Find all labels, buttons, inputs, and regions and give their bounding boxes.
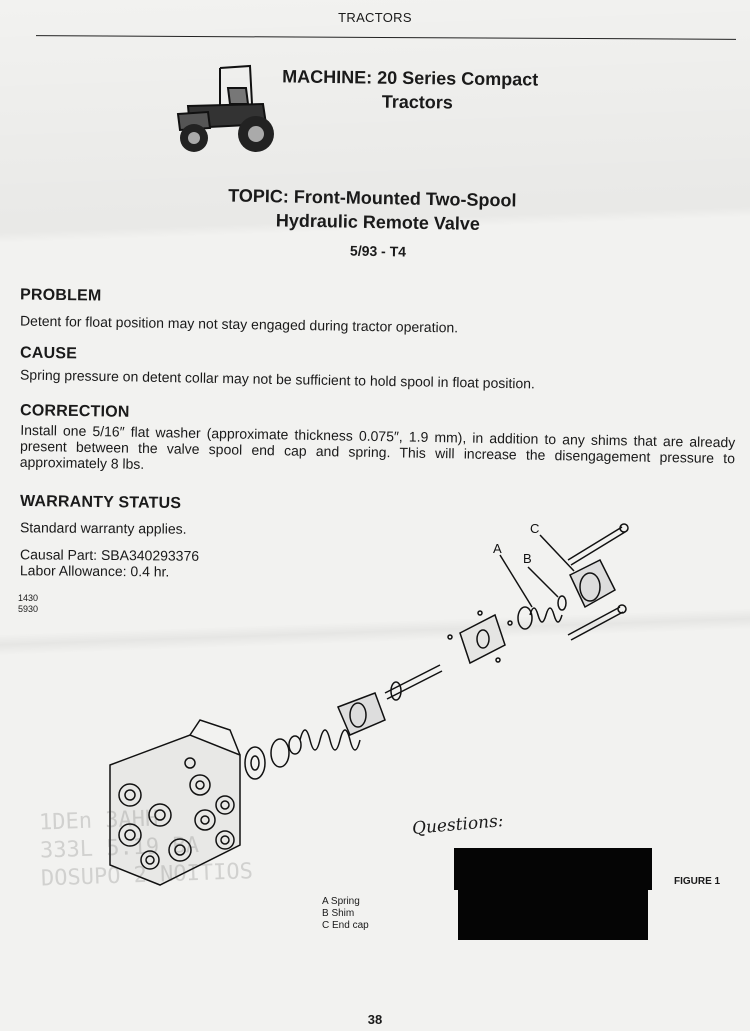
legend-item-c: C End cap — [322, 920, 369, 931]
machine-line2: Tractors — [381, 91, 454, 113]
bleed-through-text: 1DEn 3AHH 333L 5.19 BA DOSUPO 2 NOITIOS — [38, 806, 254, 892]
machine-title — [282, 64, 539, 115]
topic-line1: TOPIC: Front-Mounted Two-Spool — [228, 185, 517, 211]
labor-allowance: Labor Allowance: 0.4 hr. — [19, 562, 170, 580]
callout-b: B — [523, 551, 532, 566]
legend-item-a: A Spring — [322, 896, 360, 907]
causal-part: Causal Part: SBA340293376 — [20, 546, 200, 564]
bulletin-code: 5/93 - T4 — [349, 242, 407, 260]
callout-c: C — [530, 521, 540, 536]
header-rule — [36, 35, 736, 40]
topic-title — [228, 183, 517, 236]
diagram-legend — [322, 896, 369, 932]
code-1: 1430 — [18, 593, 39, 603]
page-number: 38 — [367, 1012, 383, 1027]
correction-text: Install one 5/16″ flat washer (approximate thickness 0.075″, 1.9 mm), in addition to any shims that are already present between the valve spool end cap and spring. This will increase the disengagement pressure to approximately 8 lbs. — [19, 421, 736, 472]
reference-codes — [18, 593, 38, 615]
cause-text: Spring pressure on detent collar may not be sufficient to hold spool in float position. — [19, 366, 536, 392]
callout-a: A — [493, 541, 502, 556]
warranty-heading: WARRANTY STATUS — [19, 492, 182, 513]
warranty-text: Standard warranty applies. — [19, 519, 187, 537]
problem-text: Detent for float position may not stay engaged during tractor operation. — [19, 312, 459, 336]
legend-item-b: B Shim — [322, 908, 355, 919]
figure-label: FIGURE 1 — [674, 876, 721, 887]
section-header: TRACTORS — [338, 10, 412, 25]
cause-heading: CAUSE — [19, 344, 78, 363]
problem-heading: PROBLEM — [19, 286, 102, 305]
code-2: 5930 — [18, 604, 39, 614]
tractor-illustration — [168, 58, 280, 158]
machine-line1: MACHINE: 20 Series Compact — [282, 66, 539, 90]
topic-line2: Hydraulic Remote Valve — [275, 210, 481, 234]
handwritten-note: Questions: — [411, 811, 505, 839]
redaction-block-lower — [458, 884, 648, 940]
correction-heading: CORRECTION — [19, 402, 130, 421]
